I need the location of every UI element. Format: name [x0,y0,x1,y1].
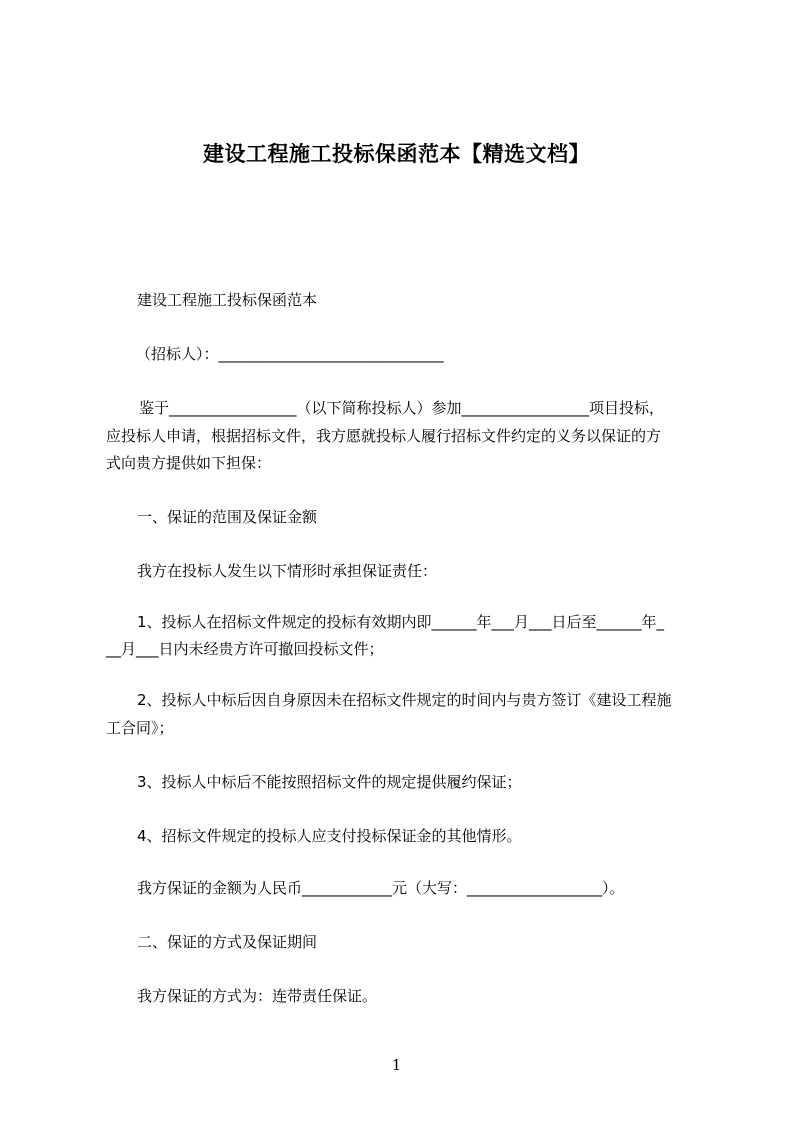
intro-paragraph-line-3: 式向贵方提供如下担保： [106,454,272,472]
recipient-line: （招标人）：______________________________ [136,345,444,363]
scope-intro-text: 我方在投标人发生以下情形时承担保证责任： [137,562,438,580]
clause-3-text: 3、投标人中标后不能按照招标文件的规定提供履约保证； [137,773,522,791]
clause-4-text: 4、招标文件规定的投标人应支付投标保证金的其他情形。 [137,827,522,845]
guarantee-amount-line: 我方保证的金额为人民币____________元（大写：__________________）。 [137,879,625,897]
clause-2-line-2: 工合同》； [106,719,174,737]
clause-2-line-1: 2、投标人中标后因自身原因未在招标文件规定的时间内与贵方签订《建设工程施 [137,691,672,709]
section-heading-1: 一、保证的范围及保证金额 [137,508,318,526]
intro-paragraph-line-2: 应投标人申请，根据招标文件，我方愿就投标人履行招标文件约定的义务以保证的方 [106,427,662,445]
clause-1-line-1: 1、投标人在招标文件规定的投标有效期内即______年___月___日后至______年_ [137,613,665,631]
subtitle-text: 建设工程施工投标保函范本 [137,291,318,309]
clause-1-line-2: __月___日内未经贵方许可撤回投标文件； [106,640,384,658]
section-heading-2: 二、保证的方式及保证期间 [137,933,318,951]
page-number: 1 [391,1056,402,1074]
intro-paragraph-line-1: 鉴于_________________（以下简称投标人）参加_________________项目投标， [139,399,665,417]
guarantee-method-line: 我方保证的方式为：连带责任保证。 [137,987,378,1005]
document-title: 建设工程施工投标保函范本【精选文档】 [203,142,590,166]
